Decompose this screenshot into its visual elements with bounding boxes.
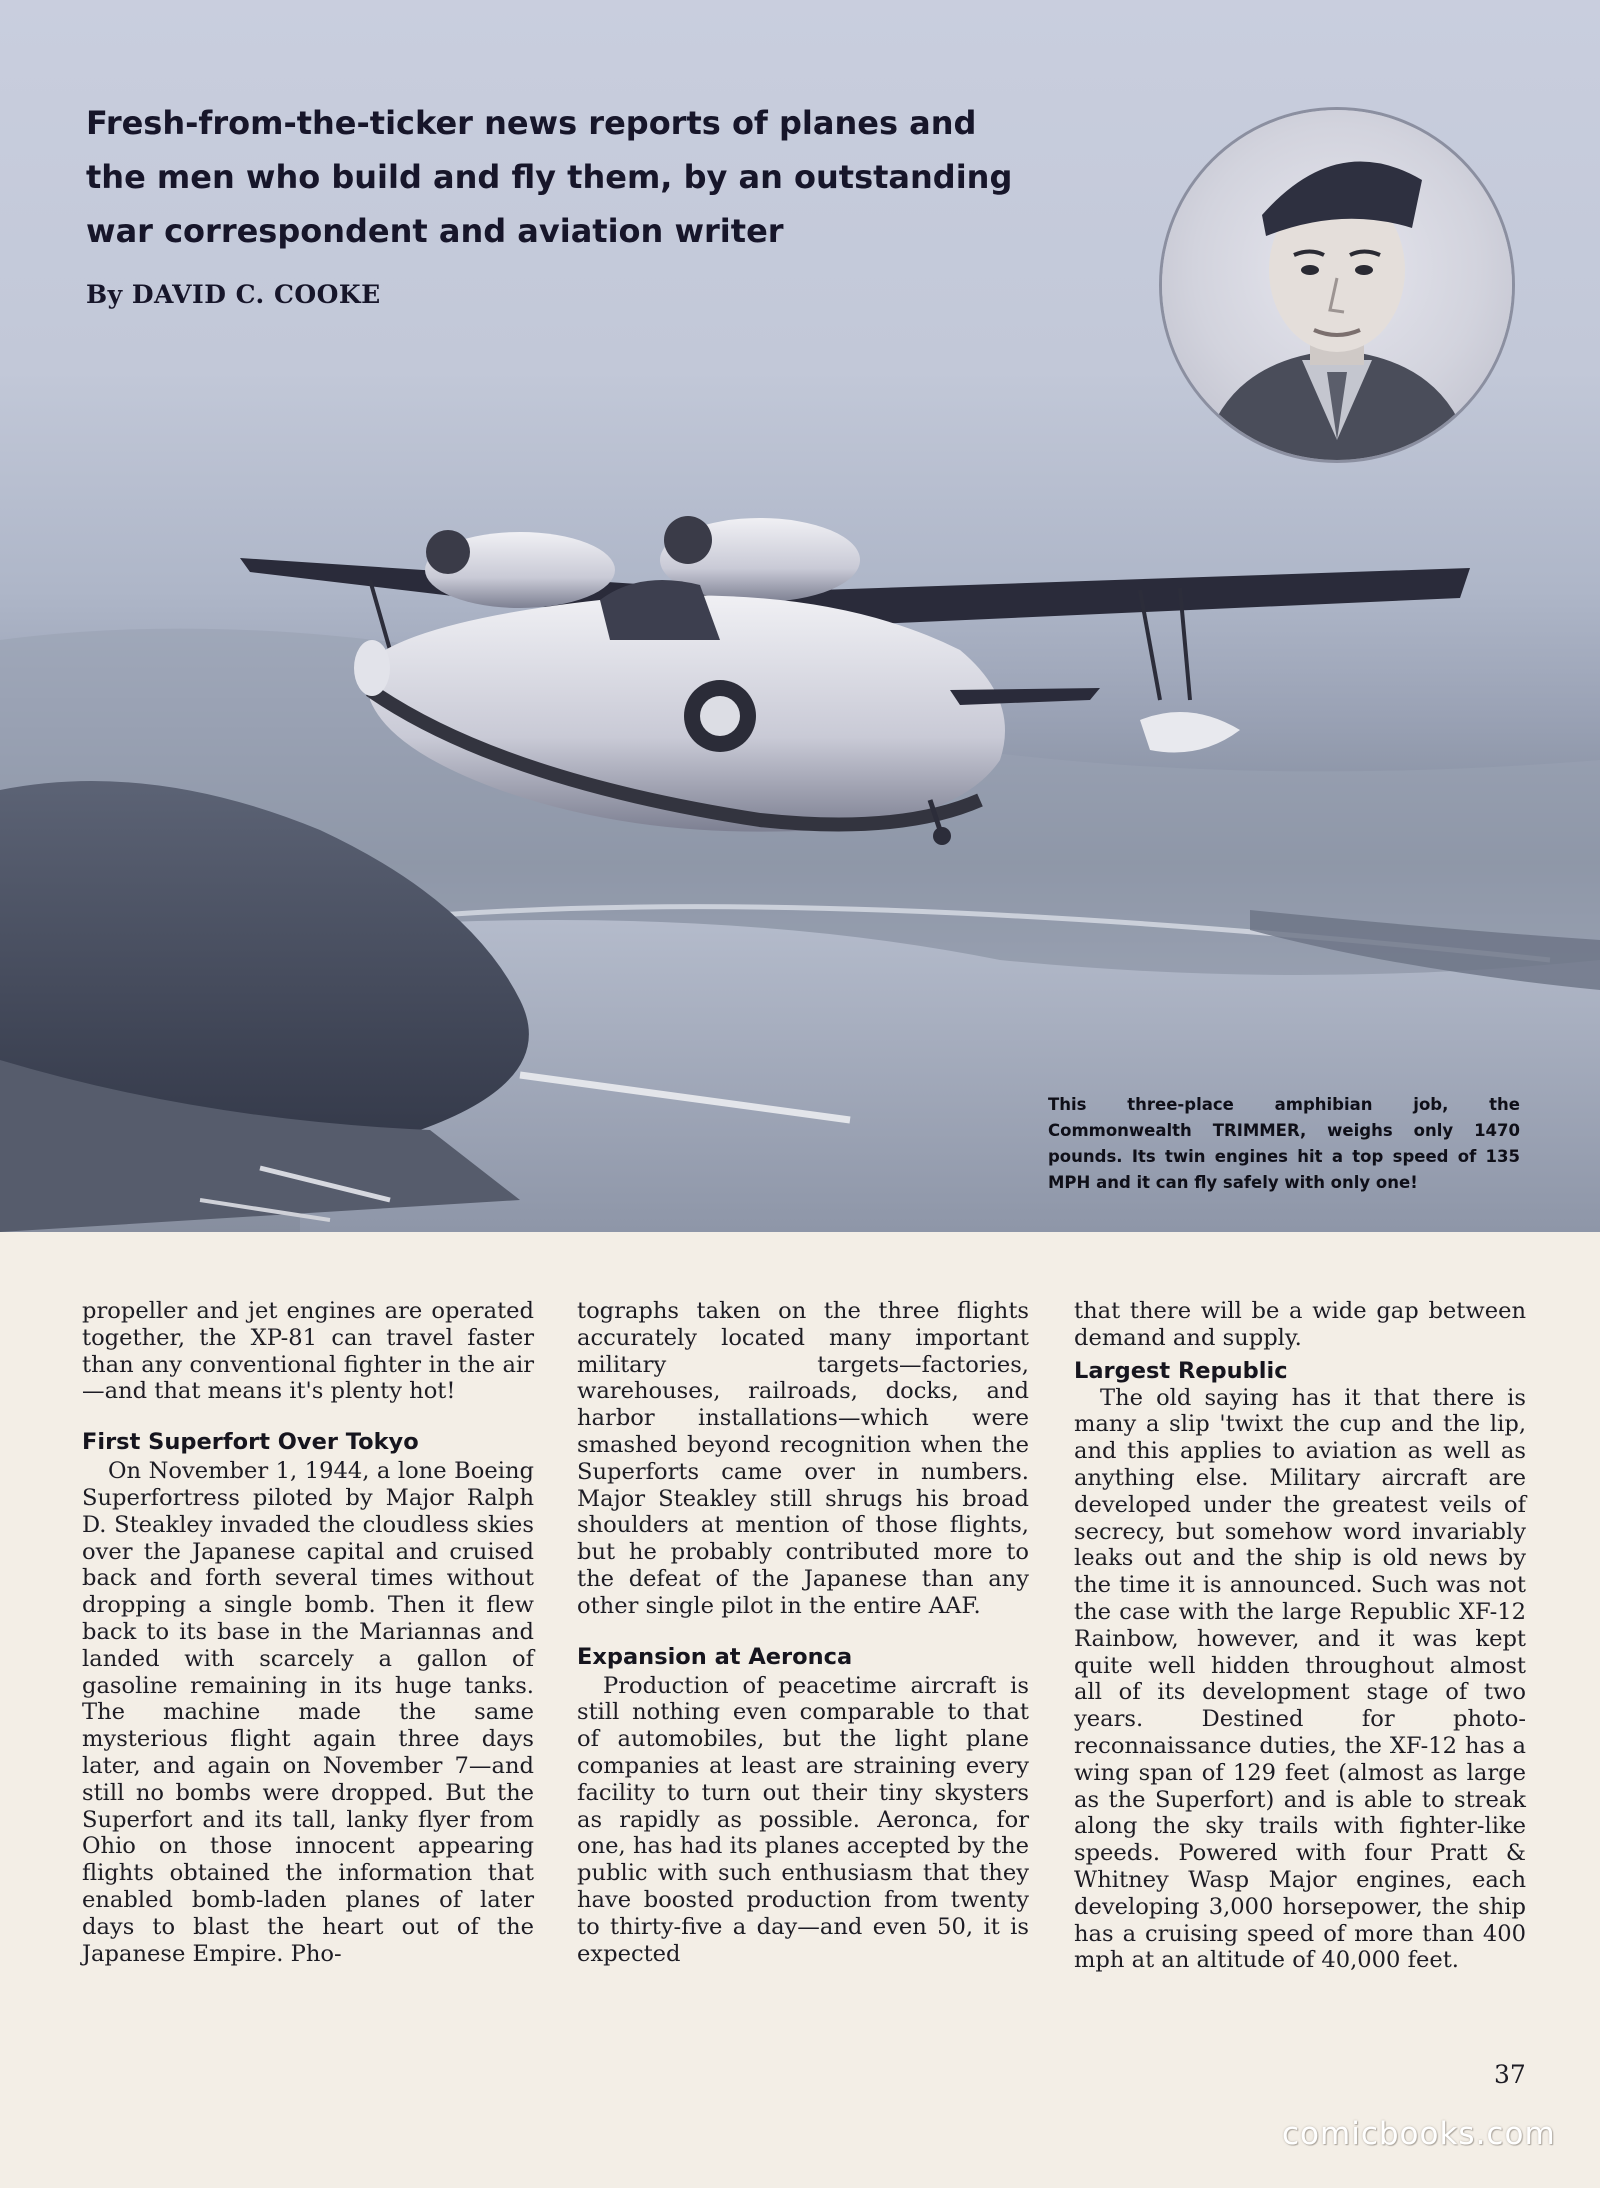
soldier-portrait-icon xyxy=(1162,110,1512,460)
section-heading-superfort: First Superfort Over Tokyo xyxy=(82,1429,419,1456)
paragraph: Production of peacetime aircraft is still nothing even comparable to that of automobiles, but the light plane companies at least are straining every facility to turn out their tiny skysters as rapidly as possible. Aeronca, for one, has had its planes accepted by the public with such enthusiasm that they have boosted production from twenty to thirty-five a day—and even 50, it is expected xyxy=(577,1672,1029,1967)
intro-blurb: Fresh-from-the-ticker news reports of planes and the men who build and fly them, by an outstanding war correspondent and aviation writer xyxy=(86,104,1013,250)
section-heading-aeronca: Expansion at Aeronca xyxy=(577,1643,853,1670)
section-heading-republic: Largest Republic xyxy=(1074,1357,1288,1384)
paragraph: propeller and jet engines are operated together, the XP-81 can travel faster than any conventional fighter in the air—and that means it's plenty hot! xyxy=(82,1298,534,1405)
watermark: comicbooks.com xyxy=(1282,2116,1556,2152)
paragraph: On November 1, 1944, a lone Boeing Superfortress piloted by Major Ralph D. Steakley invaded the cloudless skies over the Japanese capital and cruised back and forth several times without dropping a single bomb. Then it flew back to its base in the Mariannas and landed with scarcely a gallon of gasoline remaining in its huge tanks. The machine made the same mysterious flight again three days later, and again on November 7—and still no bombs were dropped. But the Superfort and its tall, lanky flyer from Ohio on those innocent appearing flights obtained the information that enabled bomb-laden planes of later days to blast the heart out of the Japanese Empire. Pho- xyxy=(82,1458,534,1967)
article-column-3 xyxy=(1074,1298,1526,1974)
byline: By DAVID C. COOKE xyxy=(86,280,381,309)
article-column-2 xyxy=(577,1298,1029,1967)
paragraph: that there will be a wide gap between demand and supply. xyxy=(1074,1298,1526,1351)
page-number: 37 xyxy=(1494,2060,1526,2089)
paragraph: The old saying has it that there is many a slip 'twixt the cup and the lip, and this applies to aviation as well as anything else. Military aircraft are developed under the greatest veils of secrecy, but somehow word invariably leaks out and the ship is old news by the time it is announced. Such was not the case with the large Republic XF-12 Rainbow, however, and it was kept quite well hidden throughout almost all of its development stage of two years. Destined for photo-reconnaissance duties, the XF-12 has a wing span of 129 feet (almost as large as the Superfort) and is able to streak along the sky trails with fighter-like speeds. Powered with four Pratt & Whitney Wasp Major engines, each developing 3,000 horsepower, the ship has a cruising speed of more than 400 mph at an altitude of 40,000 feet. xyxy=(1074,1384,1526,1974)
photo-caption: This three-place amphibian job, the Commonwealth TRIMMER, weighs only 1470 pounds. Its twin engines hit a top speed of 135 MPH and it can fly safely with only one! xyxy=(1048,1095,1520,1192)
author-portrait xyxy=(1162,110,1512,460)
article-column-1 xyxy=(82,1298,534,1967)
paragraph: tographs taken on the three flights accurately located many important military targets—factories, warehouses, railroads, docks, and harbor installations—which were smashed beyond recognition when the Superforts came over in numbers. Major Steakley still shrugs his broad shoulders at mention of those flights, but he probably contributed more to the defeat of the Japanese than any other single pilot in the entire AAF. xyxy=(577,1298,1029,1619)
